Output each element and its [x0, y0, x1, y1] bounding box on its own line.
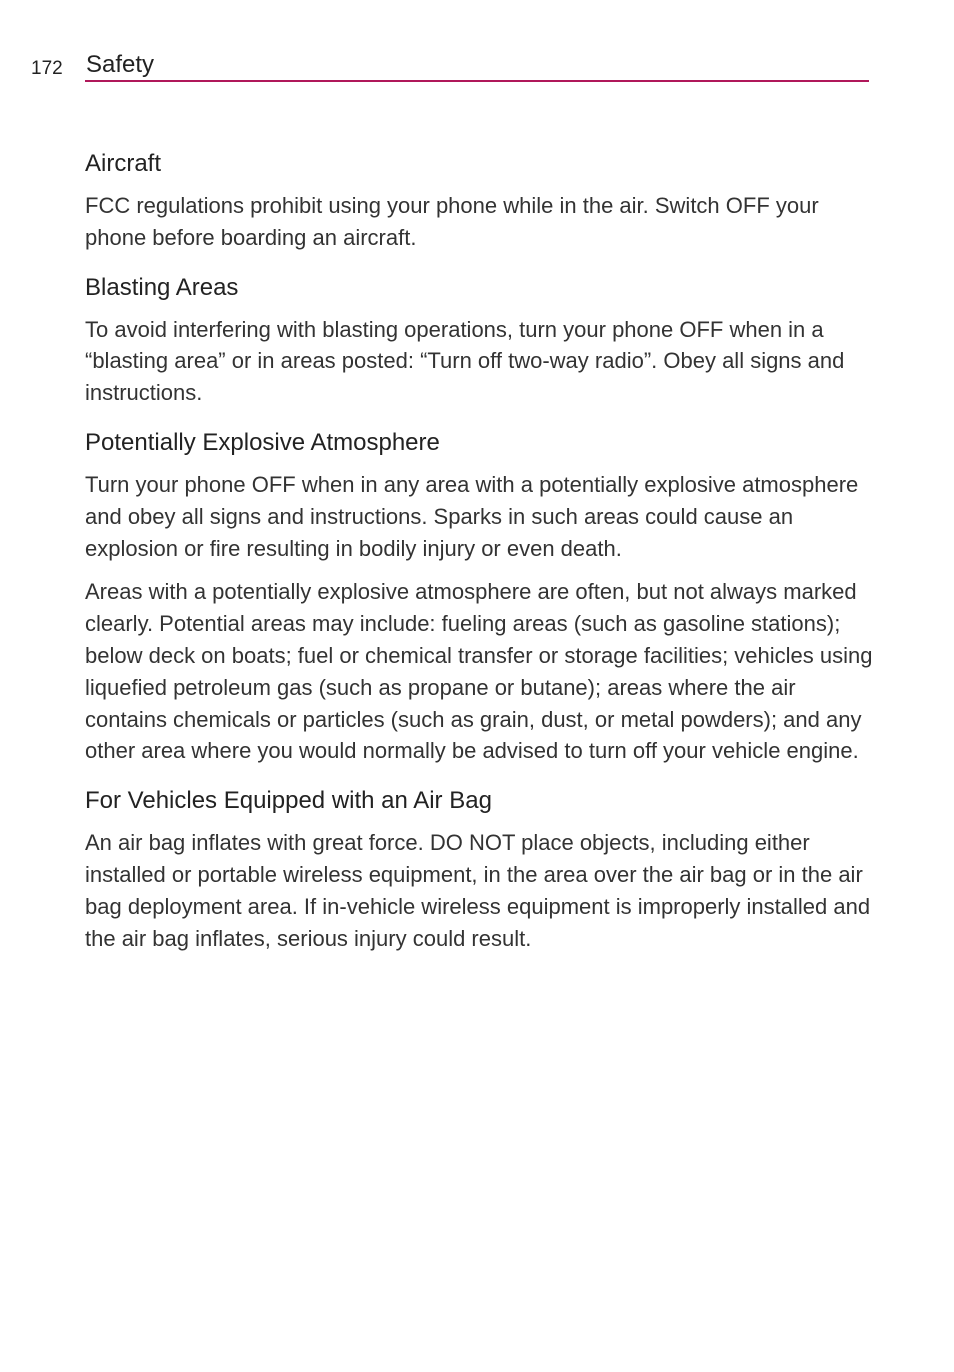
page-header: [0, 0, 954, 90]
page-number: 172: [31, 58, 63, 79]
section-title: Safety: [86, 51, 155, 78]
section-heading: Blasting Areas: [85, 273, 239, 301]
section-air-bag: [85, 785, 875, 954]
section-heading: For Vehicles Equipped with an Air Bag: [85, 787, 492, 815]
section-aircraft: [85, 148, 875, 254]
paragraph: An air bag inflates with great force. DO NOT place objects, including either installed or portable wireless equipment, in the area over the air bag or in the air bag deployment area. If in-vehicle wireless equipment is improperly installed and the air bag inflates, serious injury could result.: [85, 830, 871, 951]
paragraph: To avoid interfering with blasting operations, turn your phone OFF when in a “blasting area” or in areas posted: “Turn off two-way radio”. Obey all signs and instructions.: [85, 316, 845, 406]
paragraph: Turn your phone OFF when in any area with a potentially explosive atmosphere and obey all signs and instructions. Sparks in such areas could cause an explosion or fire resulting in bodily injury or even death.: [85, 471, 859, 561]
section-heading: Aircraft: [85, 150, 162, 177]
page-content: [85, 148, 875, 966]
header-divider: [85, 80, 869, 82]
section-heading: Potentially Explosive Atmosphere: [85, 428, 440, 456]
section-blasting-areas: [85, 272, 875, 409]
paragraph: FCC regulations prohibit using your phone while in the air. Switch OFF your phone before boarding an aircraft.: [85, 193, 819, 250]
section-explosive-atmosphere: [85, 427, 875, 767]
paragraph: Areas with a potentially explosive atmosphere are often, but not always marked clearly. Potential areas may include: fueling areas (such as gasoline stations); below deck on boats; fuel or chemical transfer or storage facilities; vehicles using liquefied petroleum gas (such as propane or butane); areas where the air contains chemicals or particles (such as grain, dust, or metal powders); and any other area where you would normally be advised to turn off your vehicle engine.: [85, 579, 873, 764]
